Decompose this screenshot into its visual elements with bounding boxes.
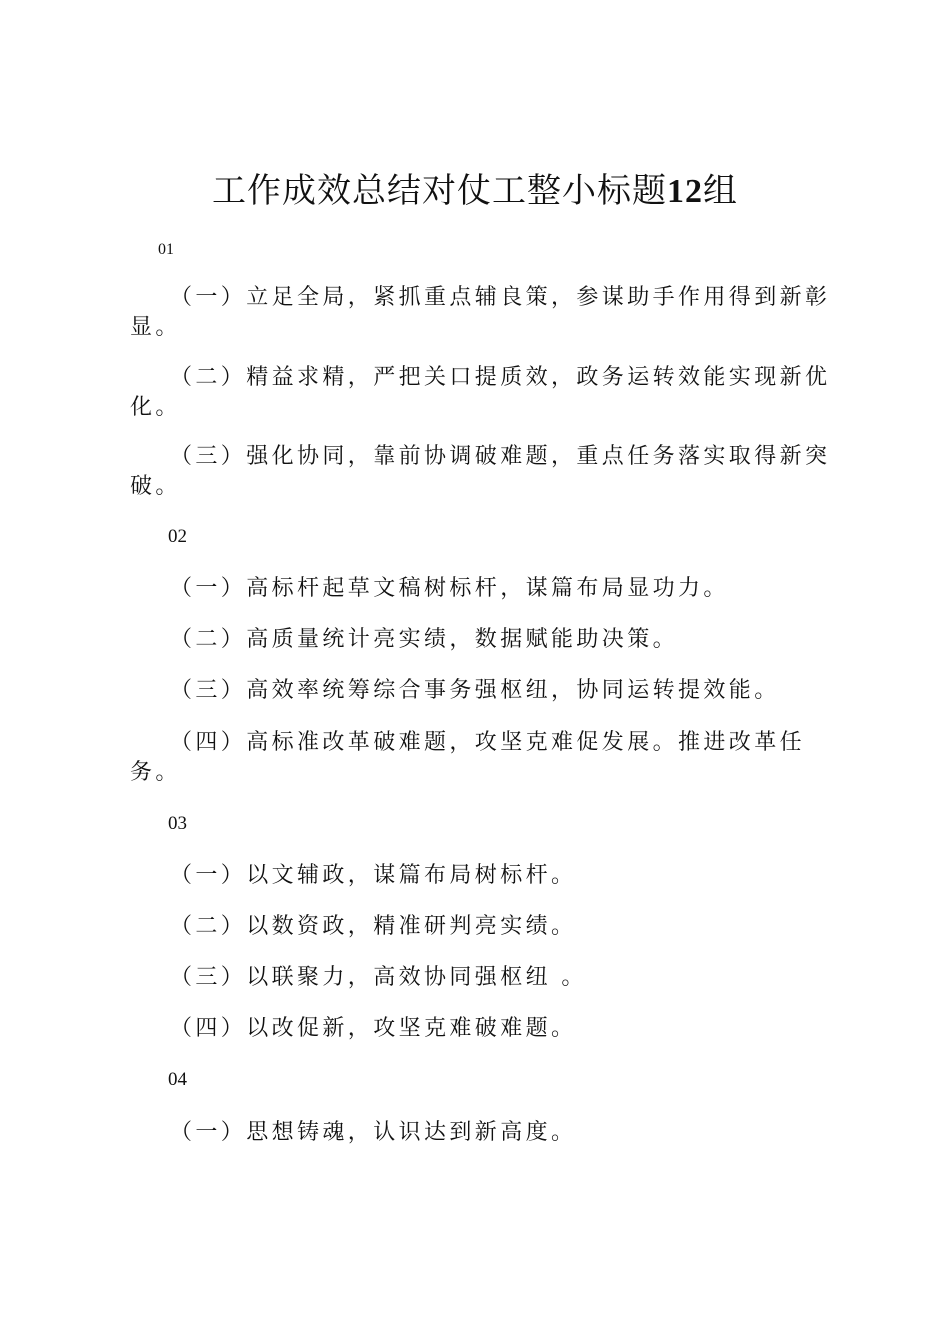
document-title: [0, 168, 950, 215]
list-item-line: （四）以改促新，攻坚克难破难题。: [170, 1016, 577, 1041]
list-item-line: （三）高效率统筹综合事务强枢纽，协同运转提效能。: [170, 678, 780, 703]
list-item-line: （二）精益求精，严把关口提质效，政务运转效能实现新优: [170, 365, 831, 390]
group-number-02: 02: [168, 526, 187, 547]
list-item-line: （二）以数资政，精准研判亮实绩。: [170, 914, 577, 939]
title-number: 12: [667, 173, 703, 210]
group-number-03: 03: [168, 813, 187, 834]
list-item-line: 化。: [130, 395, 181, 420]
list-item-line: （一）立足全局，紧抓重点辅良策，参谋助手作用得到新彰: [170, 285, 831, 310]
list-item-line: （一）以文辅政，谋篇布局树标杆。: [170, 863, 577, 888]
list-item-line: 务。: [130, 760, 181, 785]
group-number-01: 01: [158, 241, 174, 258]
list-item-line: （四）高标准改革破难题，攻坚克难促发展。推进改革任: [170, 730, 806, 755]
list-item-line: （二）高质量统计亮实绩，数据赋能助决策。: [170, 627, 679, 652]
list-item-line: （三）强化协同，靠前协调破难题，重点任务落实取得新突: [170, 444, 831, 469]
list-item-line: 破。: [130, 474, 181, 499]
group-number-04: 04: [168, 1069, 187, 1090]
title-suffix: 组: [703, 171, 738, 211]
list-item-line: 显。: [130, 315, 181, 340]
list-item-line: （一）高标杆起草文稿树标杆，谋篇布局显功力。: [170, 576, 729, 601]
list-item-line: （三）以联聚力，高效协同强枢纽 。: [170, 965, 587, 990]
title-text: 工作成效总结对仗工整小标题: [212, 171, 667, 211]
list-item-line: （一）思想铸魂，认识达到新高度。: [170, 1120, 577, 1145]
